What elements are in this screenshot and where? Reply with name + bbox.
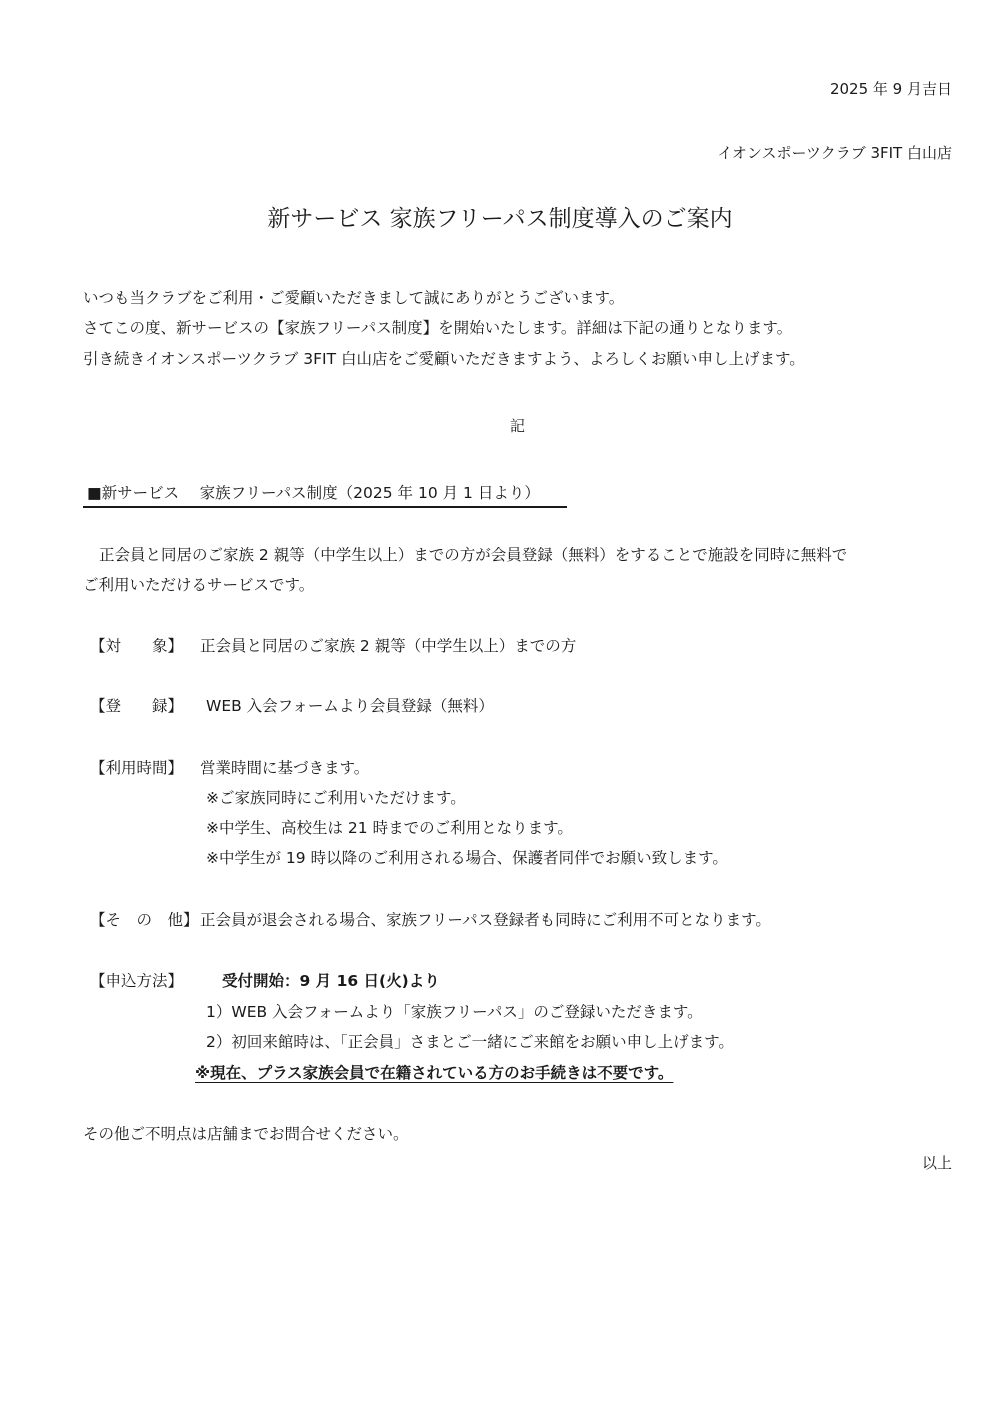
hours-label: 【利用時間】 — [90, 759, 184, 777]
closing-mark: 以上 — [921, 1154, 952, 1172]
apply-start: 受付開始：9 月 16 日(火)より — [222, 972, 440, 990]
hours-note-3: ※中学生が 19 時以降のご利用される場合、保護者同伴でお願い致します。 — [206, 849, 728, 867]
section-heading-underline — [83, 506, 567, 508]
description-line-1: 正会員と同居のご家族 2 親等（中学生以上）までの方が会員登録（無料）をすることで施設を同時に無料で — [99, 546, 848, 564]
target-label: 【対 象】 — [90, 637, 184, 655]
intro-line-3: 引き続きイオンスポーツクラブ 3FIT 白山店をご愛顧いただきますよう、よろしくお願い申し上げます。 — [83, 350, 805, 368]
apply-step-1: 1）WEB 入会フォームより「家族フリーパス」のご登録いただきます。 — [206, 1003, 703, 1021]
registration-label: 【登 録】 — [90, 697, 184, 715]
document-date: 2025 年 9 月吉日 — [829, 80, 952, 98]
hours-value: 営業時間に基づきます。 — [200, 759, 370, 777]
intro-line-2: さてこの度、新サービスの【家族フリーパス制度】を開始いたします。詳細は下記の通りとなります。 — [83, 319, 793, 337]
apply-step-2: 2）初回来館時は、「正会員」さまとご一緒にご来館をお願い申し上げます。 — [206, 1033, 734, 1051]
other-value: 正会員が退会される場合、家族フリーパス登録者も同時にご利用不可となります。 — [200, 911, 771, 929]
target-value: 正会員と同居のご家族 2 親等（中学生以上）までの方 — [200, 637, 577, 655]
sender-name: イオンスポーツクラブ 3FIT 白山店 — [717, 144, 952, 162]
page-title: 新サービス 家族フリーパス制度導入のご案内 — [267, 206, 733, 232]
description-line-2: ご利用いただけるサービスです。 — [83, 576, 315, 594]
intro-line-1: いつも当クラブをご利用・ご愛顧いただきまして誠にありがとうございます。 — [83, 289, 625, 307]
hours-note-2: ※中学生、高校生は 21 時までのご利用となります。 — [206, 819, 573, 837]
registration-value: WEB 入会フォームより会員登録（無料） — [206, 697, 494, 715]
inquiry-text: その他ご不明点は店舗までお問合せください。 — [83, 1125, 409, 1143]
section-heading: ■新サービス 家族フリーパス制度（2025 年 10 月 1 日より） — [87, 484, 540, 502]
hours-note-1: ※ご家族同時にご利用いただけます。 — [206, 789, 466, 807]
ki-mark: 記 — [510, 417, 526, 435]
apply-note: ※現在、プラス家族会員で在籍されている方のお手続きは不要です。 — [195, 1064, 674, 1082]
other-label: 【そ の 他】 — [90, 911, 199, 929]
apply-label: 【申込方法】 — [90, 972, 184, 990]
